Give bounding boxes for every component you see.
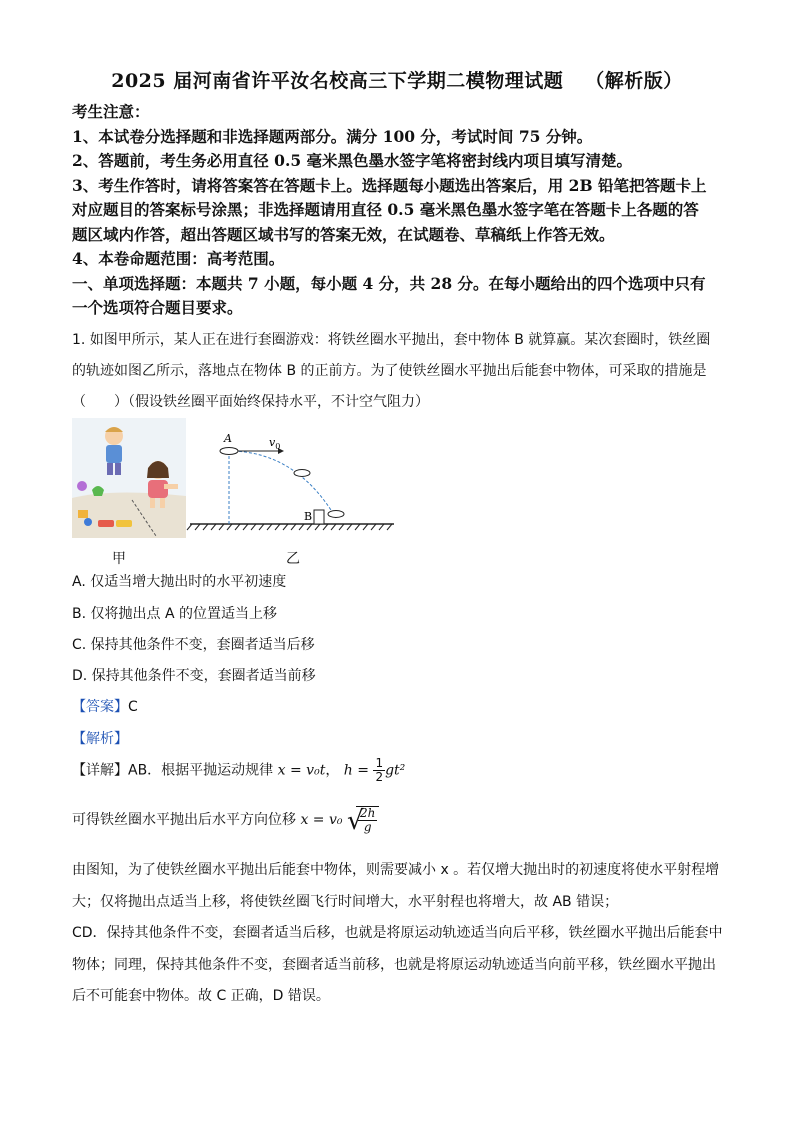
sqrt-numerator: 2h <box>359 806 376 820</box>
formula-h-right: gt² <box>385 762 406 779</box>
option-a: A. 仅适当增大抛出时的水平初速度 <box>72 574 287 590</box>
formula-h-left: h = <box>343 762 369 779</box>
notice-item: 对应题目的答案标号涂黑；非选择题请用直径 0.5 毫米黑色墨水签字笔在答题卡上各题的答 <box>72 200 699 219</box>
notice-item: 3、考生作答时，请将答案答在答题卡上。选择题每小题选出答案后，用 2B 铅笔把答题卡上 <box>72 175 707 195</box>
square-root <box>347 806 379 834</box>
v0-subscript: 0 <box>275 442 281 451</box>
notice-item: 2、答题前，考生务必用直径 0.5 毫米黑色墨水签字笔将密封线内项目填写清楚。 <box>72 151 633 170</box>
displacement-text: 可得铁丝圈水平抛出后水平方向位移 <box>72 812 296 828</box>
notice-item: 题区域内作答，超出答题区域书写的答案无效，在试题卷、草稿纸上作答无效。 <box>72 224 615 244</box>
figure-jia-illustration <box>72 418 186 538</box>
point-a-label: A <box>224 432 232 445</box>
option-b: B. 仅将抛出点 A 的位置适当上移 <box>72 606 277 622</box>
explanation-line: 后不可能套中物体。故 C 正确，D 错误。 <box>72 988 330 1004</box>
detail-intro: AB．根据平抛运动规律 <box>128 762 274 779</box>
question-stem <box>72 325 722 418</box>
answer-tag: 【答案】 <box>72 699 128 715</box>
ring-midflight <box>294 470 310 477</box>
sqrt-denominator: g <box>363 820 372 834</box>
exam-notice <box>72 100 722 321</box>
fraction-half <box>373 757 385 784</box>
figure-yi-caption: 乙 <box>286 551 300 567</box>
title-suffix: （解析版） <box>585 70 683 92</box>
section-heading: 一、单项选择题：本题共 7 小题，每小题 4 分，共 28 分。在每小题给出的四个选项中只有 <box>72 273 706 293</box>
option-c: C. 保持其他条件不变，套圈者适当后移 <box>72 637 315 653</box>
notice-item: 1、本试卷分选择题和非选择题两部分。满分 100 分，考试时间 75 分钟。 <box>72 126 593 146</box>
analysis-tag: 【解析】 <box>72 731 128 747</box>
figure-jia-caption: 甲 <box>112 551 126 567</box>
displacement-line <box>72 806 379 834</box>
option-d: D. 保持其他条件不变，套圈者适当前移 <box>72 668 316 684</box>
analysis-line <box>72 728 128 748</box>
title-text: 2025 届河南省许平汝名校高三下学期二模物理试题 <box>111 70 564 92</box>
formula-x-vt: x = v₀t <box>277 762 326 779</box>
object-b <box>314 510 324 524</box>
page-title <box>0 66 794 93</box>
ground-hatching <box>187 524 392 530</box>
fraction-denominator: 2 <box>375 770 384 784</box>
answer-value: C <box>128 699 138 715</box>
point-b-label: B <box>304 510 313 523</box>
question-line: （ ）（假设铁丝圈平面始终保持水平，不计空气阻力） <box>72 394 429 410</box>
question-line: 的轨迹如图乙所示，落地点在物体 B 的正前方。为了使铁丝圈水平抛出后能套中物体，可采取的措施是 <box>72 363 707 379</box>
answer-line <box>72 696 138 716</box>
explanation-line: 大；仅将抛出点适当上移，将使铁丝圈飞行时间增大，水平射程也将增大，故 AB 错误； <box>72 893 619 910</box>
v0-label <box>269 436 280 451</box>
section-heading-cont: 一个选项符合题目要求。 <box>72 298 243 317</box>
explanation-line: 物体；同理，保持其他条件不变，套圈者适当前移，也就是将原运动轨迹适当向前平移，铁丝圈水平抛出 <box>72 956 716 973</box>
notice-heading: 考生注意： <box>72 102 150 121</box>
question-line: 1. 如图甲所示，某人正在进行套圈游戏：将铁丝圈水平抛出，套中物体 B 就算赢。某次套圈时，铁丝圈 <box>72 332 711 348</box>
notice-item: 4、本卷命题范围：高考范围。 <box>72 249 285 268</box>
v0-symbol: v <box>269 436 276 449</box>
trajectory-curve <box>229 451 336 518</box>
explanation-line: 由图知，为了使铁丝圈水平抛出后能套中物体，则需要减小 x 。若仅增大抛出时的初速度将使水平射程增 <box>72 862 720 878</box>
explanation-line: CD．保持其他条件不变，套圈者适当后移，也就是将原运动轨迹适当向后平移，铁丝圈水平抛出后能套中 <box>72 925 723 941</box>
detail-tag: 【详解】 <box>72 762 128 779</box>
radical-sign-icon: √ <box>346 806 364 836</box>
detail-line: 【详解】AB．根据平抛运动规律 x = v₀t， h = $\frac{1}{2}$ gt² <box>72 756 406 784</box>
ring-at-a <box>220 448 238 455</box>
fraction-numerator: 1 <box>375 756 384 770</box>
explanation-block <box>72 855 722 1013</box>
displacement-formula-left: x = v₀ <box>300 812 343 828</box>
figure-yi-trajectory <box>186 426 400 538</box>
ring-landing <box>328 511 344 518</box>
